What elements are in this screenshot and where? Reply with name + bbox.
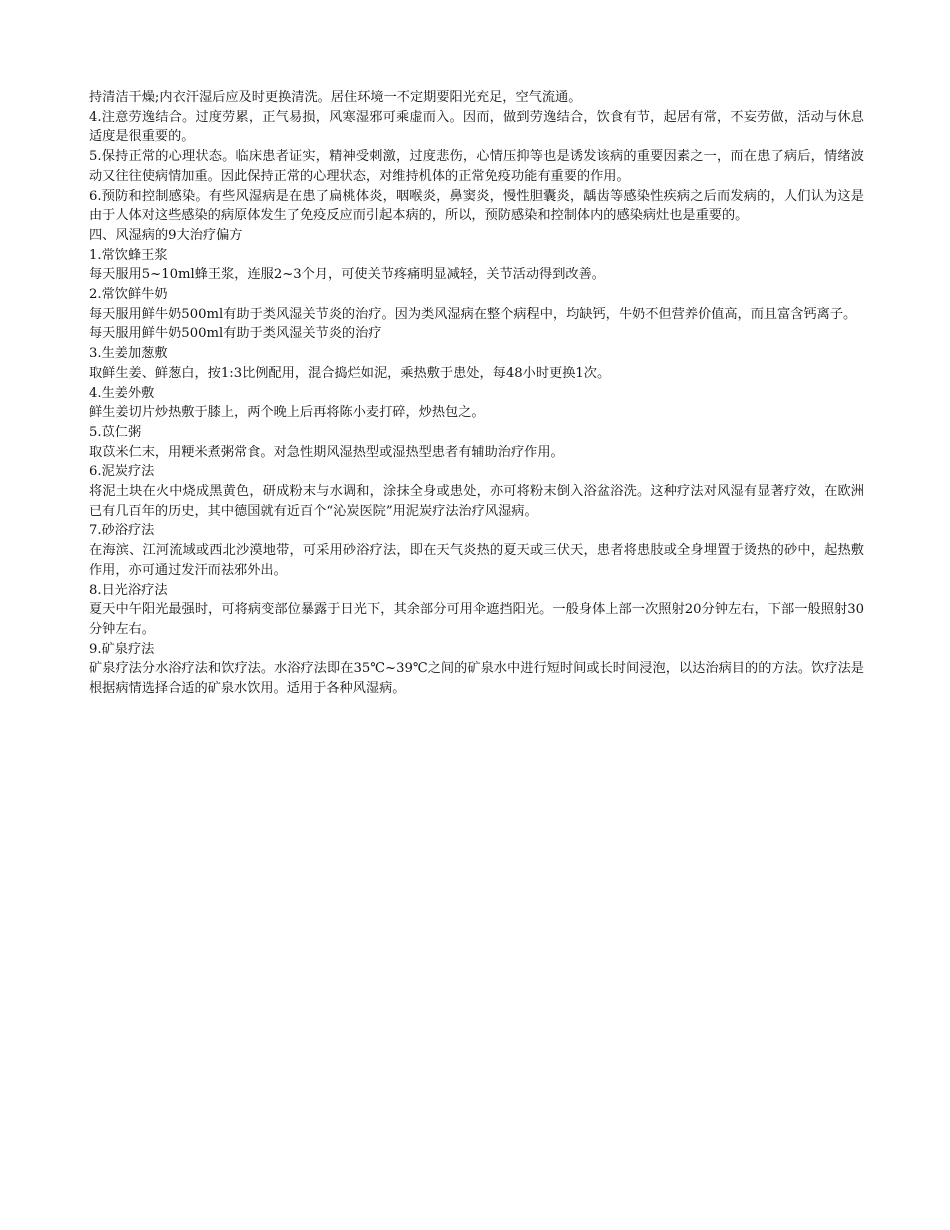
paragraph-rest-and-work: 4.注意劳逸结合。过度劳累，正气易损，风寒湿邪可乘虚而入。因而，做到劳逸结合，饮食有节，起居有常，不妄劳做，活动与休息适度是很重要的。 — [89, 109, 864, 145]
remedy-heading-coix-porridge: 5.苡仁粥 — [89, 424, 142, 440]
section-heading-remedies: 四、风湿病的9大治疗偏方 — [89, 227, 243, 243]
remedy-text-sand-bath: 在海滨、江河流域或西北沙漠地带，可采用砂浴疗法，即在天气炎热的夏天或三伏天，患者将患肢或全身埋置于烫热的砂中，起热敷作用，亦可通过发汗而祛邪外出。 — [89, 543, 864, 578]
paragraph-hygiene-continued: 持清洁干燥;内衣汗湿后应及时更换清洗。居住环境一不定期要阳光充足，空气流通。 — [89, 90, 582, 105]
paragraph-infection-control: 6.预防和控制感染。有些风湿病是在患了扁桃体炎，咽喉炎，鼻窦炎，慢性胆囊炎，龋齿等感染性疾病之后而发病的，人们认为这是由于人体对这些感染的病原体发生了免疫反应而引起本病的，所以，预防感染和控制体内的感染病灶也是重要的。 — [89, 188, 864, 224]
remedy-text-milk-repeat: 每天服用鲜牛奶500ml有助于类风湿关节炎的治疗 — [89, 326, 382, 342]
remedy-text-milk: 每天服用鲜牛奶500ml有助于类风湿关节炎的治疗。因为类风湿病在整个病程中，均缺钙，牛奶不但营养价值高，而且富含钙离子。 — [89, 306, 857, 322]
remedy-text-ginger-compress: 鲜生姜切片炒热敷于膝上，两个晚上后再将陈小麦打碎，炒热包之。 — [89, 405, 485, 421]
remedy-text-royal-jelly: 每天服用5~10ml蜂王浆，连服2~3个月，可使关节疼痛明显减轻，关节活动得到改善。 — [89, 267, 605, 283]
remedy-text-coix-porridge: 取苡米仁末，用粳米煮粥常食。对急性期风湿热型或湿热型患者有辅助治疗作用。 — [89, 444, 564, 460]
remedy-text-mineral-spring: 矿泉疗法分水浴疗法和饮疗法。水浴疗法即在35℃~39℃之间的矿泉水中进行短时间或长时间浸泡，以达治病目的的方法。饮疗法是根据病情选择合适的矿泉水饮用。适用于各种风湿病。 — [89, 661, 864, 697]
remedy-text-sunbath: 夏天中午阳光最强时，可将病变部位暴露于日光下，其余部分可用伞遮挡阳光。一般身体上部一次照射20分钟左右，下部一般照射30分钟左右。 — [89, 602, 864, 637]
remedy-heading-ginger-compress: 4.生姜外敷 — [89, 385, 155, 401]
remedy-heading-peat-therapy: 6.泥炭疗法 — [89, 464, 155, 480]
document-body — [89, 88, 864, 699]
remedy-heading-milk: 2.常饮鲜牛奶 — [89, 287, 168, 303]
remedy-heading-sand-bath: 7.砂浴疗法 — [89, 523, 155, 539]
remedy-text-ginger-scallion: 取鲜生姜、鲜葱白，按1:3比例配用，混合捣烂如泥，乘热敷于患处，每48小时更换1次。 — [89, 365, 611, 381]
remedy-heading-sunbath: 8.日光浴疗法 — [89, 582, 168, 598]
paragraph-mental-state: 5.保持正常的心理状态。临床患者证实，精神受刺激，过度悲伤，心情压抑等也是诱发该病的重要因素之一，而在患了病后，情绪波动又往往使病情加重。因此保持正常的心理状态，对维持机体的正常免疫功能有重要的作用。 — [89, 149, 864, 184]
remedy-heading-royal-jelly: 1.常饮蜂王浆 — [89, 247, 168, 263]
remedy-text-peat-therapy: 将泥土块在火中烧成黑黄色，研成粉末与水调和，涂抹全身或患处，亦可将粉末倒入浴盆浴洗。这种疗法对风湿有显著疗效，在欧洲已有几百年的历史，其中德国就有近百个“沁炭医院”用泥炭疗法治疗风湿病。 — [89, 484, 864, 519]
remedy-heading-mineral-spring: 9.矿泉疗法 — [89, 641, 155, 657]
remedy-heading-ginger-scallion: 3.生姜加葱敷 — [89, 346, 168, 362]
